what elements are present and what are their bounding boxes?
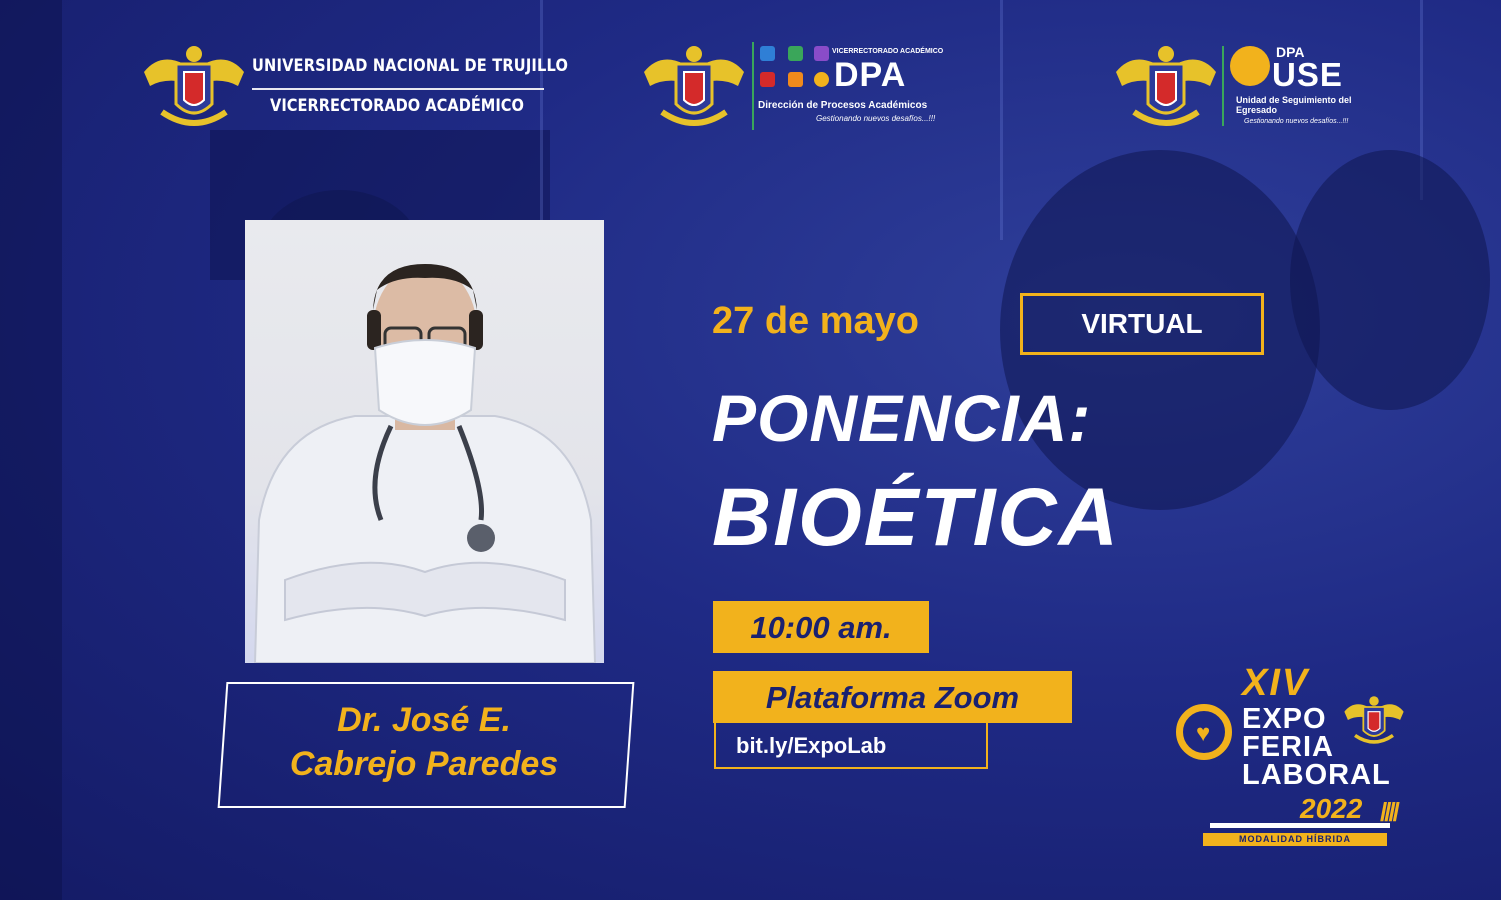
event-platform: Plataforma Zoom (713, 671, 1072, 723)
university-crest-icon (140, 42, 248, 130)
university-crest-icon (640, 42, 748, 130)
event-mode-badge: VIRTUAL (1020, 293, 1264, 355)
speaker-portrait-illustration (245, 220, 604, 663)
expo-feria-logo (1170, 660, 1420, 855)
graduation-cap-icon (1230, 46, 1270, 86)
logo-divider (752, 42, 754, 130)
building-icon (760, 72, 775, 87)
expo-edition: XIV (1242, 662, 1310, 704)
expo-year: 2022 (1300, 793, 1363, 824)
university-name: UNIVERSIDAD NACIONAL DE TRUJILLO (252, 56, 569, 76)
heart-icon: ♥ (1196, 720, 1211, 747)
event-topic: BIOÉTICA (712, 472, 1120, 563)
dpa-full-name: Dirección de Procesos Académicos (758, 100, 928, 111)
expo-line3: LABORAL (1242, 759, 1391, 791)
app-tile-icon (814, 46, 829, 61)
use-full-name: Unidad de Seguimiento del Egresado (1236, 95, 1352, 115)
speaker-photo (245, 220, 604, 663)
speaker-name-line1: Dr. José E. (337, 701, 511, 739)
speaker-name-line2: Cabrejo Paredes (289, 745, 559, 783)
use-dpa-label: DPA (1276, 44, 1305, 60)
event-type-label: PONENCIA: (712, 381, 1092, 455)
stripes-decoration: //// (1380, 797, 1397, 827)
dpa-acronym: DPA (834, 56, 907, 94)
expo-modality: MODALIDAD HÍBRIDA (1203, 833, 1387, 846)
expo-line1: EXPO (1242, 703, 1327, 735)
app-tile-icon (760, 46, 775, 61)
title-divider (252, 88, 544, 90)
university-crest-icon (1112, 42, 1220, 130)
event-link[interactable]: bit.ly/ExpoLab (714, 722, 988, 769)
dpa-vice-rectorate: VICERRECTORADO ACADÉMICO (832, 48, 944, 55)
background-frame-line (1000, 0, 1003, 240)
use-acronym: USE (1272, 56, 1343, 93)
expo-line2: FERIA (1242, 731, 1334, 763)
people-icon (788, 72, 803, 87)
app-tile-icon (788, 46, 803, 61)
university-crest-icon (1342, 690, 1406, 750)
use-logo (1222, 42, 1382, 132)
vice-rectorate-label: VICERRECTORADO ACADÉMICO (270, 96, 524, 116)
graduation-cap-icon (814, 72, 829, 87)
dpa-motto: Gestionando nuevos desafíos...!!! (816, 114, 936, 123)
event-date: 27 de mayo (712, 300, 919, 342)
use-motto: Gestionando nuevos desafíos...!!! (1244, 118, 1349, 125)
background-door-panel (0, 0, 62, 900)
background-surgeon-silhouette (1290, 150, 1490, 410)
dpa-logo (752, 42, 942, 130)
logo-divider (1222, 46, 1224, 126)
event-time: 10:00 am. (713, 601, 929, 653)
speaker-name (232, 698, 616, 786)
